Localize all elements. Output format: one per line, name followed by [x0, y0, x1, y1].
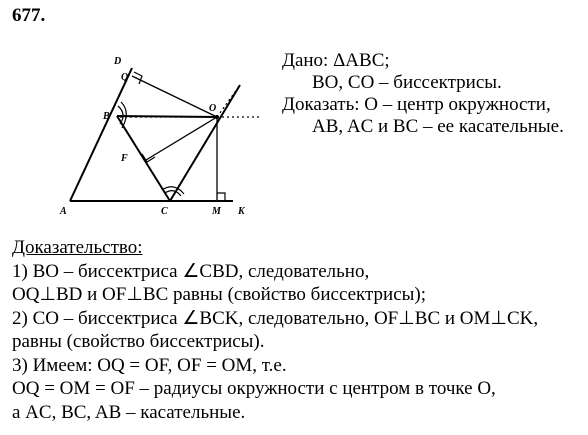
label-c: C — [161, 206, 168, 217]
prove-line-1: Доказать: O – центр окружности, — [282, 94, 551, 115]
point-o-dot — [215, 115, 219, 119]
label-b: B — [103, 111, 110, 122]
label-q: Q — [121, 72, 129, 83]
label-o: O — [209, 103, 217, 114]
problem-number: 677. — [12, 5, 46, 26]
bisector-co — [170, 85, 240, 201]
given-line-1: Дано: ΔABC; — [282, 50, 390, 71]
proof-line-7: а AC, BC, AB – касательные. — [12, 401, 246, 423]
proof-line-1: 1) BO – биссектриса ∠CBD, следовательно, — [12, 260, 370, 282]
prove-line-2: AB, AC и BC – ее касательные. — [312, 116, 564, 137]
label-m: M — [212, 206, 221, 217]
proof-line-6: OQ = OM = OF – радиусы окружности с центром в точке O, — [12, 378, 496, 399]
given-block — [282, 50, 564, 138]
perp-of — [146, 117, 217, 160]
given-line-2: BO, CO – биссектрисы. — [312, 72, 502, 93]
label-f: F — [121, 153, 128, 164]
proof-line-4: равны (свойство биссектрисы). — [12, 331, 265, 352]
label-a: A — [60, 206, 67, 217]
proof-line-5: 3) Имеем: OQ = OF, OF = OM, т.е. — [12, 354, 287, 376]
label-k: K — [238, 206, 245, 217]
proof-title: Доказательство: — [12, 237, 143, 258]
proof-line-2: OQ⊥BD и OF⊥BC равны (свойство биссектрисы); — [12, 284, 427, 305]
perp-oq — [132, 76, 217, 117]
label-d: D — [114, 56, 122, 67]
line-ad — [70, 68, 132, 201]
proof-line-3: 2) CO – биссектриса ∠BCK, следовательно, OF⊥BC и OM⊥CK, — [12, 307, 539, 329]
right-angle-m — [217, 193, 225, 201]
proof-block — [12, 236, 538, 424]
